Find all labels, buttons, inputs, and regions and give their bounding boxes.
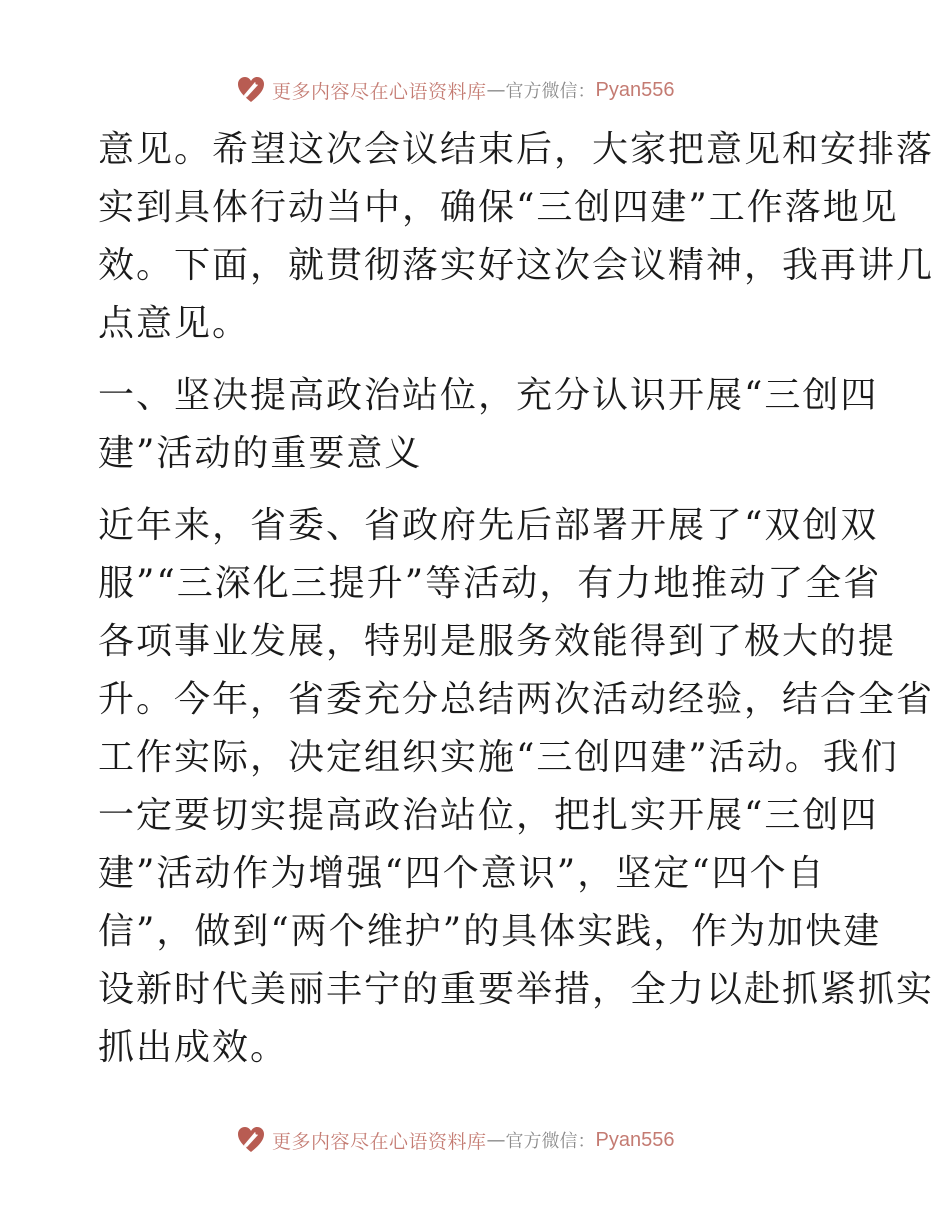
text-line: 抓出成效。 [98,1027,289,1068]
watermark-separator: — [486,1129,506,1151]
watermark-text: 更多内容尽在心语资料库 [272,80,487,103]
text-line: 工作实际，决定组织实施“三创四建”活动。我们 [98,737,899,778]
document-body [98,121,935,1077]
intro-paragraph [98,121,935,353]
text-line: 意见。希望这次会议结束后，大家把意见和安排落 [98,129,935,170]
text-line: 服”“三深化三提升”等活动，有力地推动了全省 [98,563,882,604]
body-paragraph [98,497,935,1077]
header-watermark [235,73,674,107]
watermark-label: 官方微信： [505,81,596,102]
heart-pen-logo-icon [235,1124,267,1156]
text-line: 信”，做到“两个维护”的具体实践，作为加快建 [98,911,882,952]
text-line: 点意见。 [98,303,251,344]
section-heading [98,367,879,483]
text-line: 各项事业发展，特别是服务效能得到了极大的提 [98,621,897,662]
footer-watermark [235,1123,674,1157]
text-line: 建”活动作为增强“四个意识”，坚定“四个自 [98,853,826,894]
watermark-separator: — [486,79,506,101]
text-line: 一定要切实提高政治站位，把扎实开展“三创四 [98,795,879,836]
heading-line: 一、坚决提高政治站位，充分认识开展“三创四 [98,375,879,416]
heading-line: 建”活动的重要意义 [98,433,423,474]
watermark-text: 更多内容尽在心语资料库 [272,1130,487,1153]
text-line: 效。下面，就贯彻落实好这次会议精神，我再讲几 [98,245,935,286]
watermark-label: 官方微信： [505,1131,596,1152]
watermark-wechat-id: Pyan556 [595,1128,675,1151]
text-line: 近年来，省委、省政府先后部署开展了“双创双 [98,505,879,546]
text-line: 实到具体行动当中，确保“三创四建”工作落地见 [98,187,899,228]
text-line: 设新时代美丽丰宁的重要举措，全力以赴抓紧抓实 [98,969,935,1010]
watermark-wechat-id: Pyan556 [595,78,675,101]
text-line: 升。今年，省委充分总结两次活动经验，结合全省 [98,679,935,720]
heart-pen-logo-icon [235,74,267,106]
